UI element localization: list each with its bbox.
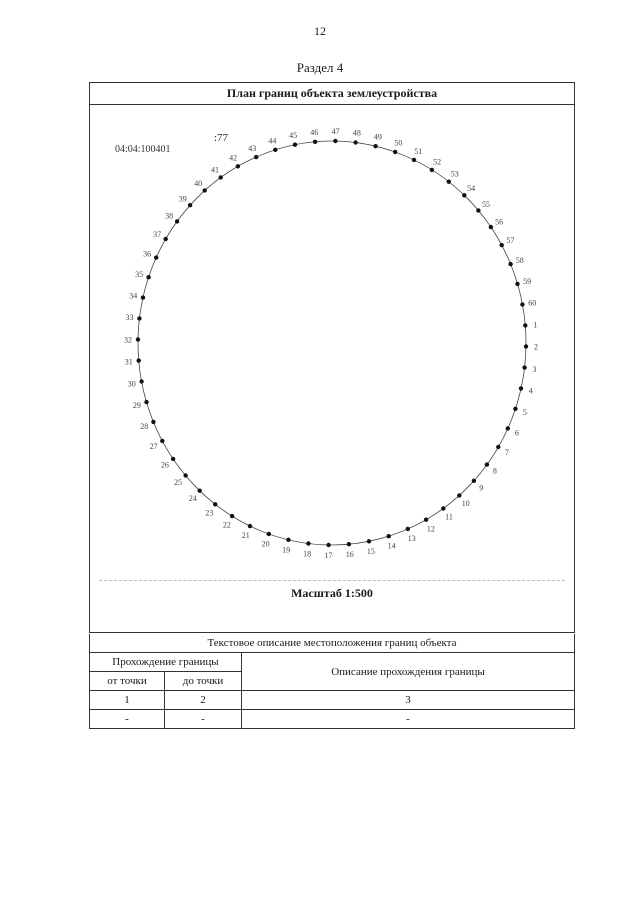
scale-label: Масштаб 1:500 bbox=[291, 586, 373, 600]
boundary-point-label: 50 bbox=[394, 138, 403, 148]
boundary-point-label: 54 bbox=[467, 184, 476, 193]
boundary-point-label: 23 bbox=[205, 508, 214, 518]
table-caption: Текстовое описание местоположения границ объекта bbox=[90, 634, 575, 653]
boundary-point bbox=[412, 158, 416, 162]
boundary-point bbox=[508, 262, 512, 266]
boundary-point bbox=[441, 506, 445, 510]
boundary-point-label: 42 bbox=[229, 153, 238, 163]
boundary-description-table bbox=[89, 634, 575, 729]
boundary-point bbox=[387, 534, 391, 538]
boundary-point bbox=[523, 323, 527, 327]
boundary-point-label: 39 bbox=[178, 194, 187, 204]
boundary-point bbox=[160, 439, 164, 443]
boundary-point bbox=[515, 282, 519, 286]
boundary-point-label: 22 bbox=[222, 520, 231, 530]
boundary-point bbox=[203, 188, 207, 192]
boundary-point bbox=[500, 243, 504, 247]
boundary-point-label: 56 bbox=[495, 217, 504, 227]
boundary-point bbox=[476, 208, 480, 212]
boundary-point bbox=[273, 148, 277, 152]
boundary-point bbox=[520, 302, 524, 306]
boundary-point bbox=[457, 493, 461, 497]
boundary-point-label: 51 bbox=[414, 146, 423, 156]
boundary-points bbox=[124, 127, 538, 560]
from-point-header: от точки bbox=[90, 672, 165, 691]
boundary-point bbox=[139, 379, 143, 383]
boundary-point bbox=[447, 180, 451, 184]
boundary-point bbox=[430, 168, 434, 172]
data-cell-to: - bbox=[165, 710, 242, 729]
boundary-point-label: 41 bbox=[211, 165, 219, 175]
boundary-point-label: 36 bbox=[143, 249, 152, 259]
boundary-point-label: 30 bbox=[127, 379, 136, 389]
boundary-point bbox=[485, 462, 489, 466]
boundary-point-label: 48 bbox=[352, 128, 361, 138]
boundary-point-label: 57 bbox=[506, 236, 515, 246]
boundary-point-label: 19 bbox=[282, 545, 291, 555]
boundary-point-label: 13 bbox=[407, 534, 416, 544]
boundary-point bbox=[141, 295, 145, 299]
boundary-point bbox=[293, 143, 297, 147]
cadastral-suffix: :77 bbox=[214, 132, 229, 144]
boundary-point-label: 20 bbox=[261, 539, 270, 549]
boundary-point bbox=[406, 527, 410, 531]
boundary-point bbox=[472, 479, 476, 483]
boundary-point-label: 17 bbox=[324, 551, 333, 560]
boundary-point bbox=[524, 344, 528, 348]
boundary-point bbox=[248, 524, 252, 528]
passage-header: Прохождение границы bbox=[90, 653, 242, 672]
boundary-point bbox=[347, 542, 351, 546]
boundary-point-label: 8 bbox=[492, 466, 497, 476]
boundary-point-label: 53 bbox=[450, 169, 459, 179]
boundary-point bbox=[188, 203, 192, 207]
boundary-point bbox=[489, 225, 493, 229]
boundary-point-label: 27 bbox=[149, 441, 158, 451]
boundary-point-label: 49 bbox=[373, 132, 382, 142]
boundary-point bbox=[146, 275, 150, 279]
data-cell-from: - bbox=[90, 710, 165, 729]
boundary-point-label: 35 bbox=[135, 270, 144, 279]
boundary-point-label: 38 bbox=[165, 211, 174, 221]
boundary-point bbox=[136, 337, 140, 341]
boundary-point-label: 55 bbox=[482, 199, 490, 209]
boundary-point bbox=[144, 400, 148, 404]
boundary-point bbox=[171, 457, 175, 461]
boundary-point-label: 32 bbox=[124, 335, 132, 345]
to-point-header: до точки bbox=[165, 672, 242, 691]
cadastral-number: 04:04:100401 bbox=[115, 144, 171, 155]
boundary-point bbox=[175, 219, 179, 223]
boundary-point-label: 37 bbox=[153, 229, 162, 239]
boundary-point-label: 14 bbox=[387, 541, 396, 551]
boundary-point bbox=[326, 543, 330, 547]
boundary-point-label: 10 bbox=[461, 499, 470, 508]
boundary-point-label: 9 bbox=[479, 483, 484, 493]
boundary-point-label: 43 bbox=[248, 143, 257, 153]
boundary-point-label: 7 bbox=[504, 448, 509, 458]
boundary-point bbox=[333, 139, 337, 143]
boundary-point-label: 25 bbox=[174, 478, 182, 488]
boundary-point-label: 15 bbox=[366, 547, 375, 557]
boundary-point bbox=[183, 473, 187, 477]
boundary-point bbox=[496, 445, 500, 449]
boundary-point bbox=[506, 426, 510, 430]
boundary-point bbox=[522, 365, 526, 369]
boundary-point-label: 18 bbox=[303, 549, 312, 559]
boundary-point bbox=[267, 532, 271, 536]
boundary-point-label: 12 bbox=[426, 524, 435, 534]
boundary-point-label: 34 bbox=[129, 291, 138, 301]
boundary-point-label: 3 bbox=[532, 364, 537, 374]
boundary-point-label: 45 bbox=[289, 130, 298, 140]
boundary-point bbox=[462, 193, 466, 197]
boundary-point bbox=[373, 144, 377, 148]
boundary-point-label: 1 bbox=[533, 320, 538, 330]
boundary-point-label: 2 bbox=[534, 342, 538, 352]
boundary-point-label: 52 bbox=[433, 157, 442, 167]
boundary-point bbox=[353, 140, 357, 144]
boundary-point-label: 40 bbox=[194, 179, 203, 188]
boundary-point bbox=[513, 407, 517, 411]
boundary-point bbox=[254, 155, 258, 159]
boundary-point-label: 29 bbox=[132, 401, 141, 410]
boundary-point-label: 33 bbox=[125, 313, 134, 323]
page-number: 12 bbox=[314, 24, 326, 38]
boundary-point bbox=[286, 538, 290, 542]
boundary-point-label: 11 bbox=[445, 512, 453, 522]
boundary-point bbox=[424, 518, 428, 522]
description-header: Описание прохождения границы bbox=[242, 653, 575, 691]
boundary-point-label: 26 bbox=[160, 460, 169, 470]
boundary-point bbox=[164, 237, 168, 241]
index-cell-1: 1 bbox=[90, 691, 165, 710]
boundary-point-label: 24 bbox=[188, 494, 197, 503]
boundary-point-label: 47 bbox=[331, 127, 340, 136]
boundary-point-label: 21 bbox=[241, 531, 250, 541]
boundary-point bbox=[151, 420, 155, 424]
boundary-point-label: 5 bbox=[522, 408, 527, 417]
data-cell-description: - bbox=[242, 710, 575, 729]
boundary-point bbox=[306, 541, 310, 545]
boundary-point bbox=[367, 539, 371, 543]
section-title: Раздел 4 bbox=[296, 60, 344, 75]
boundary-point-label: 44 bbox=[268, 136, 277, 146]
boundary-point-label: 16 bbox=[345, 550, 354, 560]
boundary-point bbox=[137, 358, 141, 362]
boundary-point bbox=[230, 514, 234, 518]
boundary-point-label: 59 bbox=[523, 277, 532, 286]
scale-divider bbox=[99, 580, 565, 581]
boundary-point bbox=[219, 175, 223, 179]
boundary-point-label: 60 bbox=[528, 298, 537, 308]
boundary-point bbox=[393, 150, 397, 154]
index-cell-3: 3 bbox=[242, 691, 575, 710]
boundary-point bbox=[519, 386, 523, 390]
boundary-point bbox=[154, 255, 158, 259]
boundary-point bbox=[313, 140, 317, 144]
index-cell-2: 2 bbox=[165, 691, 242, 710]
boundary-point-label: 28 bbox=[140, 421, 149, 431]
boundary-point bbox=[213, 502, 217, 506]
boundary-point-label: 31 bbox=[124, 357, 133, 367]
boundary-point-label: 58 bbox=[515, 256, 524, 266]
boundary-point-label: 46 bbox=[310, 127, 319, 137]
boundary-point-label: 6 bbox=[514, 428, 519, 438]
boundary-point bbox=[236, 164, 240, 168]
boundary-point bbox=[198, 489, 202, 493]
boundary-point bbox=[137, 316, 141, 320]
boundary-point-label: 4 bbox=[528, 386, 533, 396]
plan-title: План границ объекта землеустройства bbox=[90, 83, 574, 105]
